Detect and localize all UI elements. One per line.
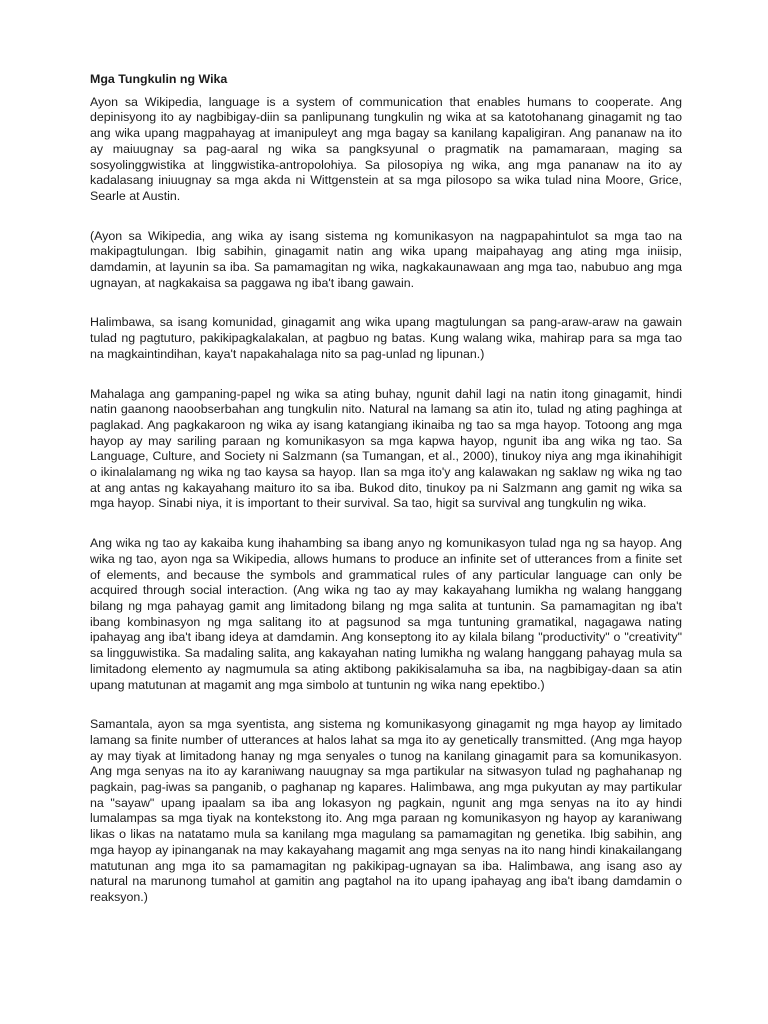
paragraph-translation: (Ayon sa Wikipedia, ang wika ay isang sistema ng komunikasyon na nagpapahintulot sa mga tao na makipagtulungan. Ibig sabihin, ginagamit natin ang wika upang maipahayag ang ating mga iniisip, damdamin, at layunin sa iba. Sa pamamagitan ng wika, nagkakaunawaan ang mga tao, nabubuo ang mga ugnayan, at nagkakaisa sa paggawa ng iba't ibang gawain. [90,228,682,290]
paragraph-animal-communication: Samantala, ayon sa mga syentista, ang sistema ng komunikasyong ginagamit ng mga hayop ay limitado lamang sa finite number of utterances at halos lahat sa mga ito ay genetically transmitted. (Ang mga hayop ay may tiyak at limitadong hanay ng mga senyales o tunog na kanilang ginagamit para sa komunikasyon. Ang mga senyas na ito ay karaniwang nauugnay sa mga partikular na sitwasyon tulad ng paghahanap ng pagkain, pag-iwas sa panganib, o paghanap ng kapares. Halimbawa, ang mga pukyutan ay may partikular na "sayaw" upang ipaalam sa iba ang lokasyon ng pagkain, ngunit ang mga senyas na ito ay hindi lumalampas sa mga tiyak na kontekstong ito. Ang mga paraan ng komunikasyon ng hayop ay karaniwang likas o likas na natatamo mula sa kanilang mga magulang sa pamamagitan ng genetika. Ibig sabihin, ang mga hayop ay ipinanganak na may kakayahang magamit ang mga senyas na ito nang hindi kinakailangang matutunan ang mga ito sa pamamagitan ng pakikipag-ugnayan sa iba. Halimbawa, ang isang aso ay natural na marunong tumahol at gamitin ang pagtahol na ito upang ipahayag ang iba't ibang damdamin o reaksyon.) [90,717,682,904]
paragraph-definition: Ayon sa Wikipedia, language is a system of communication that enables humans to cooperate. Ang depinisyong ito ay nagbibigay-diin sa panlipunang tungkulin ng wika at sa katotohanang ginagamit ng tao ang wika upang magpahayag at imanipuleyt ang mga bagay sa kanilang kapaligiran. Ang pananaw na ito ay maiuugnay sa pag-aaral ng wika sa pangksyunal o pragmatik na pamamaraan, maging sa sosyolinggwistika at linggwistika-antropolohiya. Sa pilosopiya ng wika, ang mga pananaw na ito ay kadalasang iniuugnay sa mga akda ni Wittgenstein at sa mga pilosopo sa wika tulad nina Moore, Grice, Searle at Austin. [90,94,682,203]
document-page [90,72,682,906]
document-title: Mga Tungkulin ng Wika [90,72,228,86]
paragraph-example: Halimbawa, sa isang komunidad, ginagamit ang wika upang magtulungan sa pang-araw-araw na gawain tulad ng pagtuturo, pakikipagkalakalan, at pagbuo ng batas. Kung walang wika, mahirap para sa mga tao na magkaintindihan, kaya't napakahalaga nito sa pag-unlad ng lipunan.) [90,315,682,361]
paragraph-importance: Mahalaga ang gampaning-papel ng wika sa ating buhay, ngunit dahil lagi na natin itong ginagamit, hindi natin gaanong naoobserbahan ang tungkulin nito. Natural na lamang sa atin ito, tulad ng ating paghinga at paglakad. Ang pagkakaroon ng wika ay isang katangiang ikinaiba ng tao sa mga hayop. Totoong ang mga hayop ay may sariling paraan ng komunikasyon sa mga kapwa hayop, ngunit iba ang wika ng tao. Sa Language, Culture, and Society ni Salzmann (sa Tumangan, et al., 2000), tinukoy niya ang mga ikinahihigit o ikinalalamang ng wika ng tao kaysa sa hayop. Ilan sa mga ito'y ang kalawakan ng saklaw ng wika ng tao at ang antas ng kakayahang maituro ito sa iba. Bukod dito, tinukoy pa ni Salzmann ang gamit ng wika sa mga hayop. Sinabi niya, it is important to their survival. Sa tao, higit sa survival ang tungkulin ng wika. [90,386,682,511]
paragraph-human-language: Ang wika ng tao ay kakaiba kung ihahambing sa ibang anyo ng komunikasyon tulad nga ng sa hayop. Ang wika ng tao, ayon nga sa Wikipedia, allows humans to produce an infinite set of utterances from a finite set of elements, and because the symbols and grammatical rules of any particular language can only be acquired through social interaction. (Ang wika ng tao ay may kakayahang lumikha ng walang hanggang bilang ng mga pahayag gamit ang limitadong bilang ng mga salita at tuntunin. Sa pamamagitan ng iba't ibang kombinasyon ng mga salitang ito at pagsunod sa mga tuntuning gramatikal, nagagawa nating ipahayag ang iba't ibang ideya at damdamin. Ang konseptong ito ay kilala bilang "productivity" o "creativity" sa lingguwistika. Sa madaling salita, ang kakayahan nating lumikha ng walang hanggang pahayag mula sa limitadong elemento ay nagmumula sa ating aktibong pakikisalamuha sa iba, na nagbibigay-daan sa atin upang matutunan at magamit ang mga simbolo at tuntunin ng wika nang epektibo.) [90,536,682,692]
